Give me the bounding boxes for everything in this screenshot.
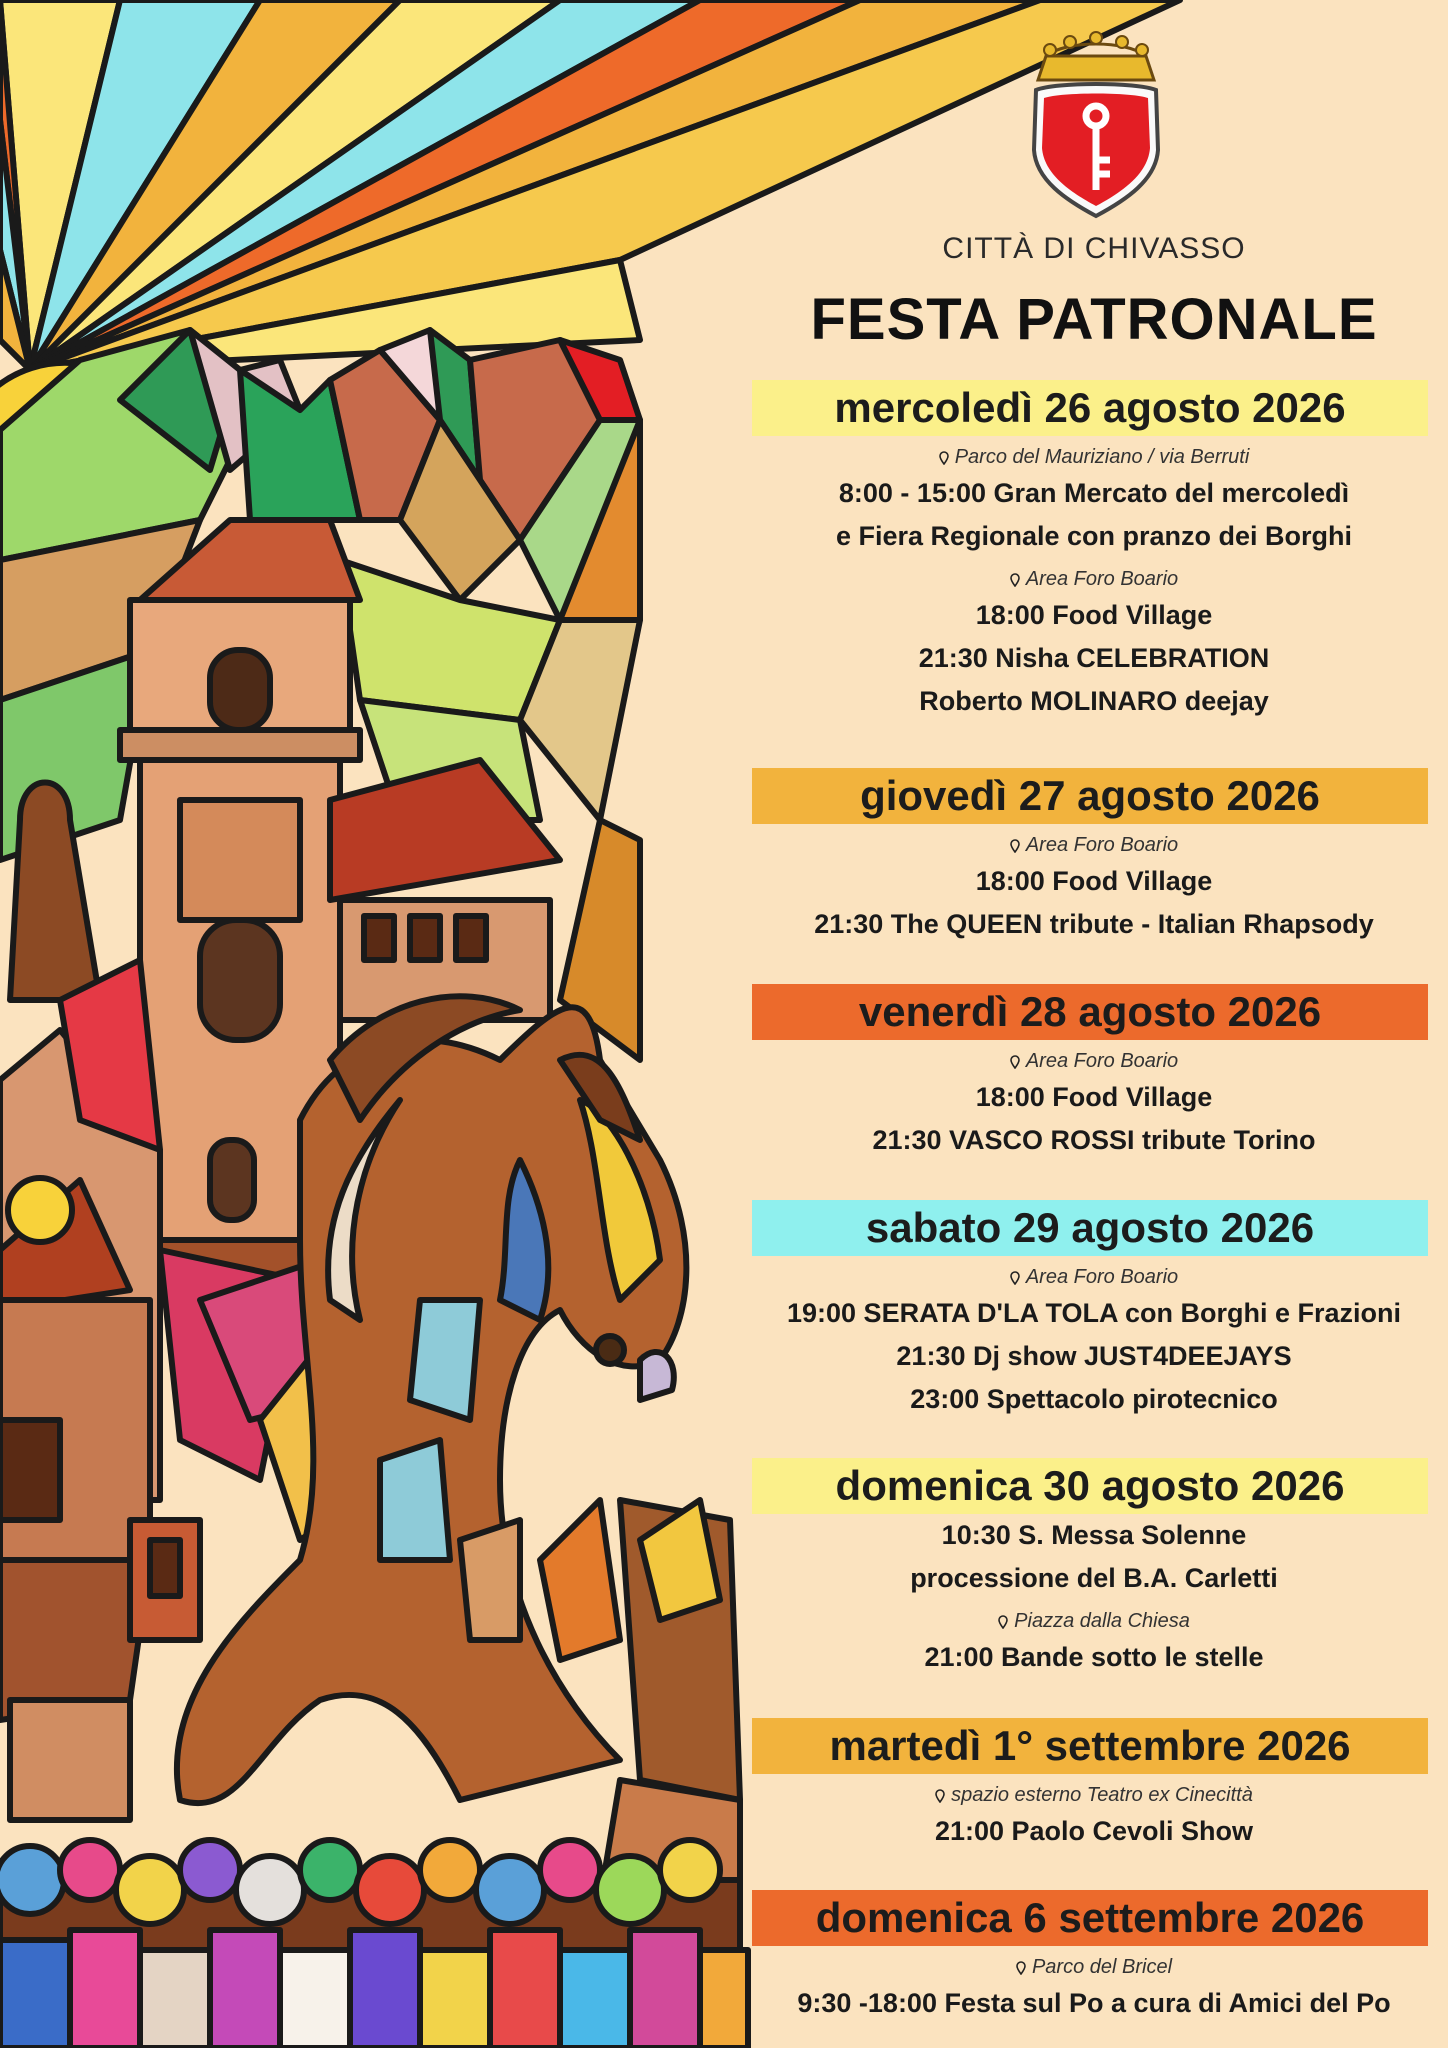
- location-text: Piazza dalla Chiesa: [1014, 1610, 1190, 1632]
- day-block: [740, 1458, 1448, 1679]
- day-block: [740, 1718, 1448, 1853]
- event-line: 18:00 Food Village: [975, 866, 1213, 896]
- location-pin-icon: [1010, 839, 1020, 853]
- location: [740, 1952, 1448, 1982]
- day-header: mercoledì 26 agosto 2026: [752, 380, 1428, 436]
- day-block: [740, 1200, 1448, 1421]
- location-pin-icon: [935, 1789, 945, 1803]
- day-header: martedì 1° settembre 2026: [752, 1718, 1428, 1774]
- location-text: spazio esterno Teatro ex Cinecittà: [951, 1784, 1253, 1806]
- event-line: 21:30 VASCO ROSSI tribute Torino: [872, 1125, 1316, 1155]
- event-line: e Fiera Regionale con pranzo dei Borghi: [835, 521, 1353, 551]
- event-line: 18:00 Food Village: [975, 600, 1213, 630]
- city-name: CITTÀ DI CHIVASSO: [942, 232, 1246, 265]
- event-line: 21:30 Nisha CELEBRATION: [918, 643, 1270, 673]
- location-pin-icon: [1010, 1055, 1020, 1069]
- day-block: [740, 984, 1448, 1162]
- day-header: giovedì 27 agosto 2026: [752, 768, 1428, 824]
- event-line: 21:30 Dj show JUST4DEEJAYS: [896, 1341, 1292, 1371]
- day-block: [740, 1890, 1448, 2025]
- city-crest-icon: [1026, 20, 1166, 220]
- location-pin-icon: [998, 1615, 1008, 1629]
- location: [740, 1780, 1448, 1810]
- location-pin-icon: [1010, 573, 1020, 587]
- crown-icon: [1038, 32, 1154, 80]
- program-column: [740, 0, 1448, 2048]
- event-line: Roberto MOLINARO deejay: [919, 686, 1269, 716]
- location-text: Area Foro Boario: [1025, 1050, 1179, 1072]
- event-line: 8:00 - 15:00 Gran Mercato del mercoledì: [838, 478, 1350, 508]
- location-pin-icon: [1016, 1961, 1026, 1975]
- location: [740, 1046, 1448, 1076]
- location-pin-icon: [939, 451, 949, 465]
- day-header: venerdì 28 agosto 2026: [752, 984, 1428, 1040]
- event-line: 19:00 SERATA D'LA TOLA con Borghi e Frazioni: [787, 1298, 1401, 1328]
- event-line: 21:00 Paolo Cevoli Show: [934, 1816, 1254, 1846]
- event-line: 21:30 The QUEEN tribute - Italian Rhapsody: [814, 909, 1374, 939]
- location: [740, 830, 1448, 860]
- event-line: 21:00 Bande sotto le stelle: [924, 1642, 1264, 1672]
- event-line: 18:00 Food Village: [975, 1082, 1213, 1112]
- location-text: Area Foro Boario: [1025, 1266, 1179, 1288]
- location-text: Area Foro Boario: [1025, 568, 1179, 590]
- event-line: 10:30 S. Messa Solenne: [941, 1520, 1247, 1550]
- location: [740, 442, 1448, 472]
- event-line: processione del B.A. Carletti: [910, 1563, 1278, 1593]
- day-header: domenica 30 agosto 2026: [752, 1458, 1428, 1514]
- location-pin-icon: [1010, 1271, 1020, 1285]
- location: [740, 564, 1448, 594]
- day-block: [740, 380, 1448, 723]
- event-line: 9:30 -18:00 Festa sul Po a cura di Amici del Po: [797, 1988, 1391, 2018]
- event-line: 23:00 Spettacolo pirotecnico: [910, 1384, 1278, 1414]
- location-text: Parco del Bricel: [1031, 1956, 1173, 1978]
- location-text: Parco del Mauriziano / via Berruti: [954, 446, 1250, 468]
- page-title: FESTA PATRONALE: [810, 287, 1378, 352]
- day-header: sabato 29 agosto 2026: [752, 1200, 1428, 1256]
- crowd: [0, 1840, 748, 2048]
- location-text: Area Foro Boario: [1025, 834, 1179, 856]
- location: [740, 1262, 1448, 1292]
- day-header: domenica 6 settembre 2026: [752, 1890, 1428, 1946]
- location: [740, 1606, 1448, 1636]
- day-block: [740, 768, 1448, 946]
